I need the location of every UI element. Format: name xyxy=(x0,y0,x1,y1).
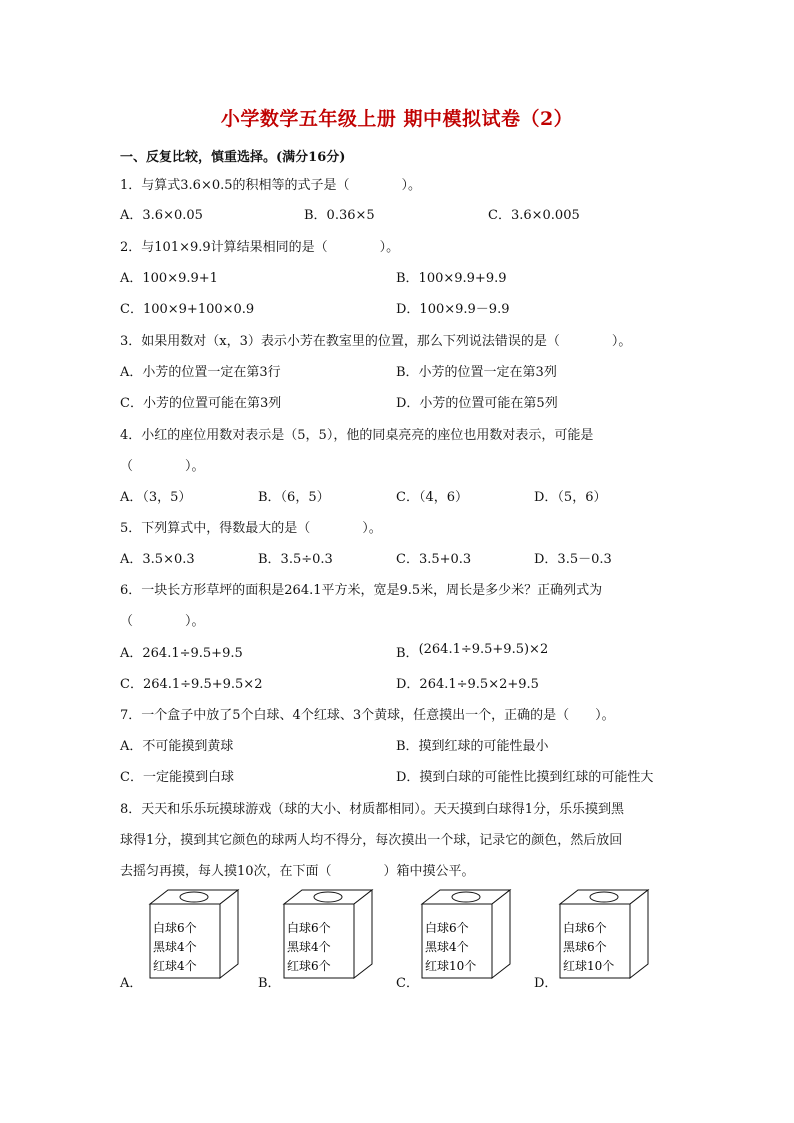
option-b: B．小芳的位置一定在第3列 xyxy=(396,365,557,380)
option-b: B．摸到红球的可能性最小 xyxy=(396,739,549,754)
option-a: A．3.5×0.3 xyxy=(120,552,195,567)
option-b: B．3.5÷0.3 xyxy=(258,552,333,567)
option-a: A．3.6×0.05 xyxy=(120,208,203,223)
option-d: D．（5，6） xyxy=(534,490,607,505)
box-c-line1: 白球6个 xyxy=(425,921,469,935)
box-b-line2: 黑球4个 xyxy=(287,940,331,954)
box-a-line2: 黑球4个 xyxy=(153,940,197,954)
option-a: A．不可能摸到黄球 xyxy=(120,739,234,754)
box-c-line2: 黑球4个 xyxy=(425,940,469,954)
option-b: B．100×9.9+9.9 xyxy=(396,271,507,286)
box-d xyxy=(558,888,650,980)
section-heading: 一、反复比较，慎重选择。(满分16分) xyxy=(120,150,346,165)
question-8-line3: 去摇匀再摸，每人摸10次，在下面（ ）箱中摸公平。 xyxy=(120,864,475,879)
question-6-paren: （ ）。 xyxy=(120,614,205,629)
option-a: A．（3，5） xyxy=(120,490,192,505)
option-d: D．摸到白球的可能性比摸到红球的可能性大 xyxy=(396,770,654,785)
option-d: D．100×9.9－9.9 xyxy=(396,302,510,317)
box-d-line2: 黑球6个 xyxy=(563,940,607,954)
option-b xyxy=(396,642,549,663)
box-a xyxy=(148,888,240,980)
option-c: C．（4，6） xyxy=(396,490,468,505)
box-a-line3: 红球4个 xyxy=(153,959,197,973)
option-b-prefix: B． xyxy=(396,646,419,661)
question-6: 6．一块长方形草坪的面积是264.1平方米，宽是9.5米，周长是多少米？正确列式为 xyxy=(120,583,603,598)
question-7: 7．一个盒子中放了5个白球、4个红球、3个黄球，任意摸出一个，正确的是（ ）。 xyxy=(120,708,615,723)
option-a: A．小芳的位置一定在第3行 xyxy=(120,365,281,380)
option-b-formula: (264.1÷9.5+9.5)×2 xyxy=(418,642,549,657)
page-title: 小学数学五年级上册 期中模拟试卷（2） xyxy=(220,108,574,130)
box-b xyxy=(282,888,374,980)
question-4-paren: （ ）。 xyxy=(120,459,205,474)
ball-boxes xyxy=(120,888,680,991)
box-b-label: B． xyxy=(258,976,281,991)
box-d-line3: 红球10个 xyxy=(563,959,615,973)
box-hole-icon xyxy=(180,892,208,902)
question-5: 5．下列算式中，得数最大的是（ ）。 xyxy=(120,521,382,536)
box-c xyxy=(420,888,512,980)
option-b: B．0.36×5 xyxy=(304,208,375,223)
option-c: C．3.6×0.005 xyxy=(488,208,580,223)
option-b: B．（6，5） xyxy=(258,490,330,505)
option-c: C．3.5+0.3 xyxy=(396,552,472,567)
question-8-line2: 球得1分，摸到其它颜色的球两人均不得分，每次摸出一个球，记录它的颜色，然后放回 xyxy=(120,833,623,848)
box-c-label: C． xyxy=(396,976,419,991)
box-a-line1: 白球6个 xyxy=(153,921,197,935)
option-c: C．264.1÷9.5+9.5×2 xyxy=(120,677,263,692)
option-d: D．264.1÷9.5×2+9.5 xyxy=(396,677,539,692)
option-c: C．100×9+100×0.9 xyxy=(120,302,255,317)
box-b-line3: 红球6个 xyxy=(287,959,331,973)
box-d-label: D． xyxy=(534,976,558,991)
option-a: A．264.1÷9.5+9.5 xyxy=(120,646,243,661)
box-b-line1: 白球6个 xyxy=(287,921,331,935)
question-1: 1．与算式3.6×0.5的积相等的式子是（ ）。 xyxy=(120,178,422,193)
option-a: A．100×9.9+1 xyxy=(120,271,218,286)
question-3: 3．如果用数对（x，3）表示小芳在教室里的位置，那么下列说法错误的是（ ）。 xyxy=(120,334,632,349)
box-hole-icon xyxy=(590,892,618,902)
option-c: C．小芳的位置可能在第3列 xyxy=(120,396,282,411)
box-c-line3: 红球10个 xyxy=(425,959,477,973)
option-d: D．3.5－0.3 xyxy=(534,552,612,567)
box-hole-icon xyxy=(452,892,480,902)
option-d: D．小芳的位置可能在第5列 xyxy=(396,396,558,411)
question-2: 2．与101×9.9计算结果相同的是（ ）。 xyxy=(120,240,400,255)
option-c: C．一定能摸到白球 xyxy=(120,770,234,785)
box-d-line1: 白球6个 xyxy=(563,921,607,935)
question-8-line1: 8．天天和乐乐玩摸球游戏（球的大小、材质都相同）。天天摸到白球得1分，乐乐摸到黑 xyxy=(120,802,625,817)
box-hole-icon xyxy=(314,892,342,902)
question-4: 4．小红的座位用数对表示是（5，5），他的同桌亮亮的座位也用数对表示，可能是 xyxy=(120,428,594,443)
box-a-label: A． xyxy=(120,976,143,991)
